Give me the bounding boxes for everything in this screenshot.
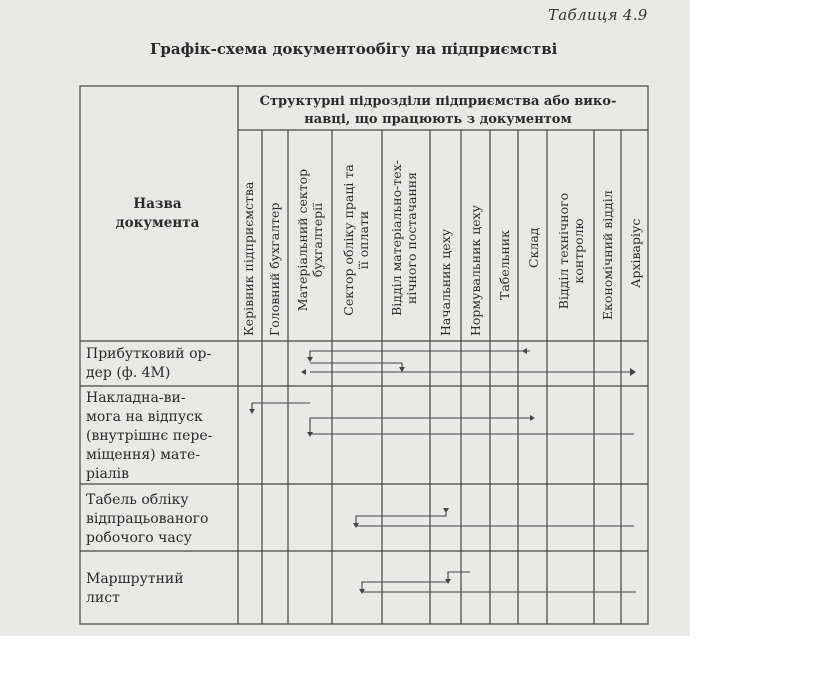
column-header: Економічний відділ — [600, 190, 615, 320]
table-row-label: Накладна-ви- мога на відпуск (внутрішнє пере- міщення) мате- ріалів — [86, 390, 213, 482]
flow-arrow — [310, 418, 533, 433]
arrow-head-icon — [530, 415, 535, 421]
column-header: Відділ матеріально-тех- нічного постачання — [389, 160, 419, 316]
flow-arrow — [448, 572, 470, 580]
column-header: Відділ технічного контролю — [556, 192, 586, 310]
flow-arrows — [252, 351, 636, 592]
document-title: Графік-схема документообігу на підприємстві — [150, 40, 558, 58]
table-row-label: Табель обліку відпрацьованого робочого часу — [86, 492, 209, 546]
column-header: Матеріальний сектор бухгалтерії — [295, 168, 325, 312]
flow-arrow — [356, 508, 446, 524]
name-header-line-2: документа — [115, 215, 200, 231]
flow-arrow — [310, 363, 402, 367]
flow-arrow — [252, 403, 310, 410]
arrow-head-icon — [399, 367, 405, 372]
column-header: Склад — [526, 227, 541, 268]
units-header-line-2: навці, що працюють з документом — [304, 112, 572, 127]
name-header-line-1: Назва — [133, 196, 182, 212]
arrow-head-icon — [307, 357, 313, 362]
table-row-label: Маршрутний лист — [86, 571, 184, 606]
units-header-line-1: Структурні підрозділи підприємства або вико- — [259, 94, 617, 109]
flow-arrow — [362, 582, 448, 592]
column-header: Головний бухгалтер — [267, 202, 282, 336]
arrow-head-icon — [249, 409, 255, 414]
units-header — [238, 93, 638, 129]
column-header: Керівник підприємства — [241, 181, 256, 336]
document-name-header — [80, 195, 235, 233]
column-header: Сектор обліку праці та її оплати — [341, 164, 371, 316]
table-number: Таблиця 4.9 — [548, 6, 648, 24]
column-header: Нормувальник цеху — [468, 204, 483, 336]
column-header: Табельник — [497, 230, 512, 300]
column-header: Начальник цеху — [438, 228, 453, 336]
table-row-label: Прибутковий ор- дер (ф. 4М) — [86, 346, 212, 381]
arrow-head-icon — [443, 508, 449, 513]
arrow-heads — [249, 348, 636, 594]
arrow-head-icon — [630, 368, 636, 376]
arrow-head-icon — [301, 369, 306, 375]
flow-arrow — [310, 351, 530, 357]
column-header: Архіваріус — [628, 218, 643, 288]
arrow-head-icon — [522, 348, 527, 354]
